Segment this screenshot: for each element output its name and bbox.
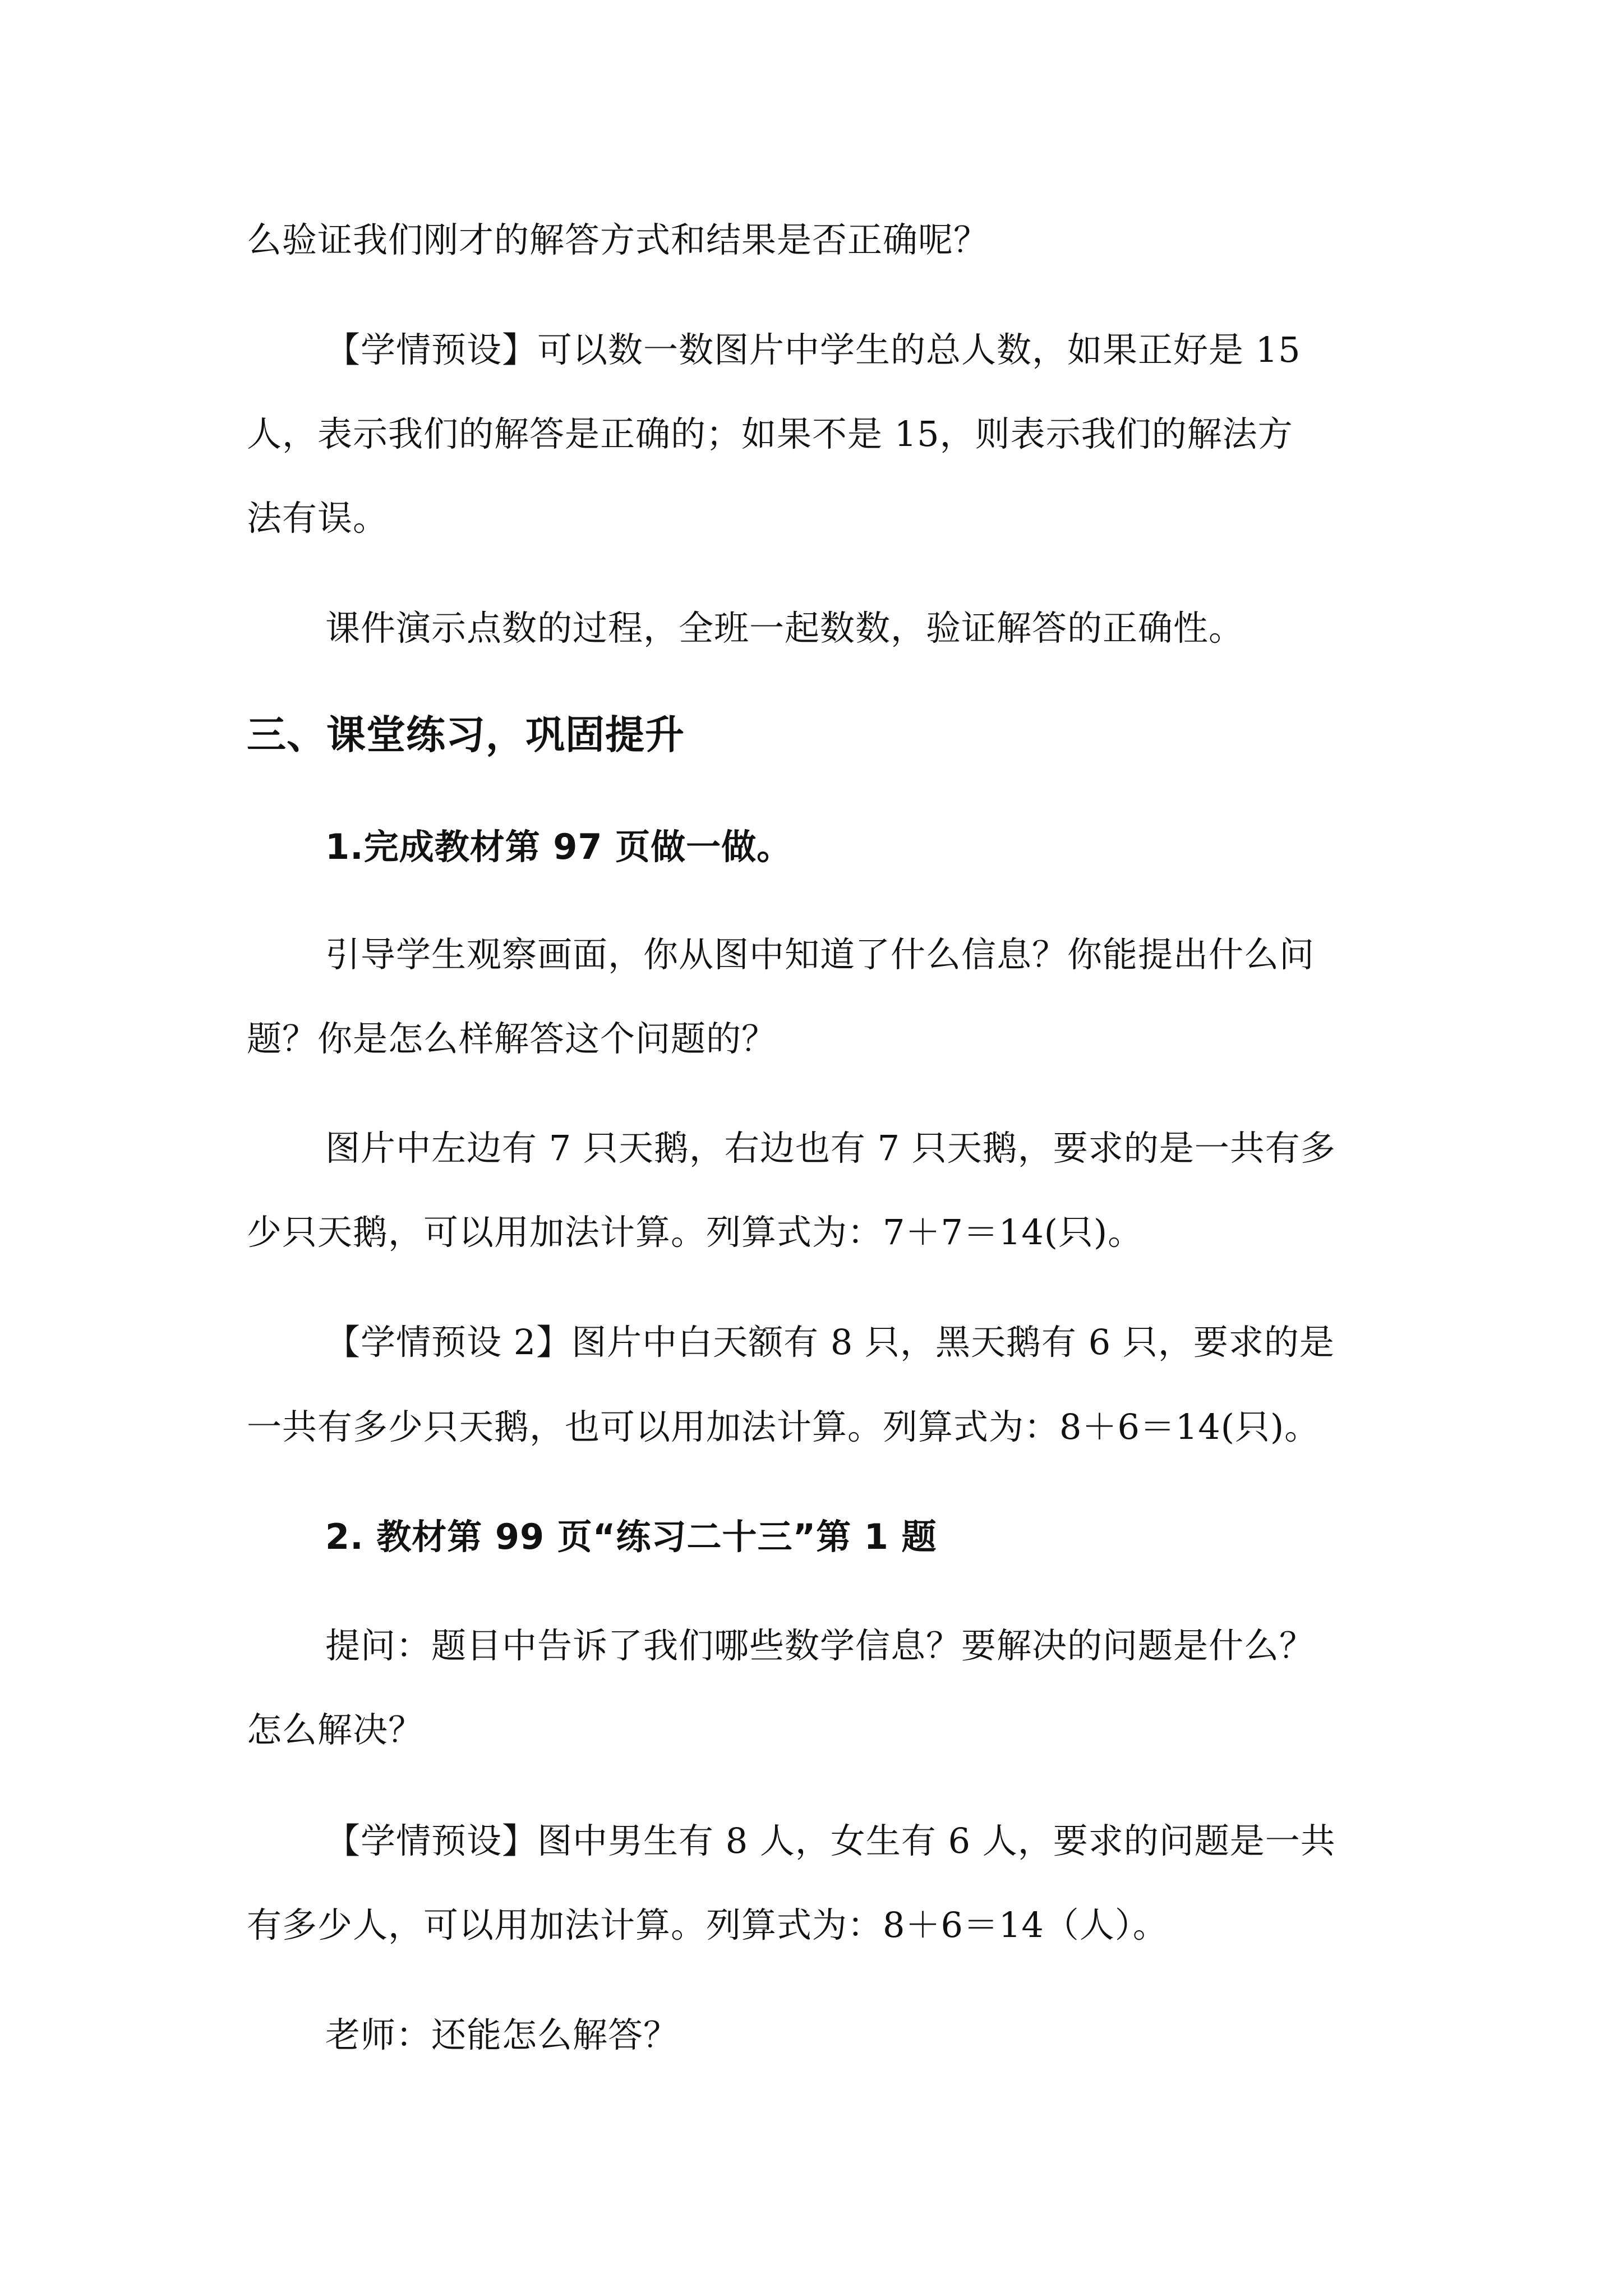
paragraph-line: 课件演示点数的过程，全班一起数数，验证解答的正确性。 [325,608,1244,648]
exercise-heading: 1.完成教材第 97 页做一做。 [325,826,792,867]
paragraph-line: 题？你是怎么样解答这个问题的？ [247,1018,777,1059]
paragraph-line: 提问：题目中告诉了我们哪些数学信息？要解决的问题是什么？ [325,1625,1315,1666]
paragraph-line: 图片中左边有 7 只天鹅，右边也有 7 只天鹅，要求的是一共有多 [325,1128,1336,1168]
paragraph-line: 么验证我们刚才的解答方式和结果是否正确呢？ [247,219,989,260]
paragraph-line: 【学情预设】图中男生有 8 人，女生有 6 人，要求的问题是一共 [325,1820,1336,1861]
paragraph-line: 【学情预设】可以数一数图片中学生的总人数，如果正好是 15 [325,329,1301,370]
paragraph-line: 【学情预设 2】图片中白天额有 8 只，黑天鹅有 6 只，要求的是 [325,1322,1335,1363]
paragraph-line: 老师：还能怎么解答？ [325,2014,679,2055]
paragraph-line: 有多少人，可以用加法计算。列算式为：8＋6＝14（人）。 [247,1904,1168,1945]
paragraph-line: 怎么解决？ [247,1709,424,1750]
paragraph-line: 一共有多少只天鹅，也可以用加法计算。列算式为：8＋6＝14(只)。 [247,1406,1320,1447]
exercise-heading: 2. 教材第 99 页“练习二十三”第 1 题 [325,1516,937,1557]
section-heading: 三、课堂练习，巩固提升 [247,712,685,758]
paragraph-line: 法有误。 [247,498,389,539]
paragraph-line: 少只天鹅，可以用加法计算。列算式为：7＋7＝14(只)。 [247,1212,1144,1253]
paragraph-line: 引导学生观察画面，你从图中知道了什么信息？你能提出什么问 [325,934,1315,975]
paragraph-line: 人，表示我们的解答是正确的；如果不是 15，则表示我们的解法方 [247,413,1293,454]
